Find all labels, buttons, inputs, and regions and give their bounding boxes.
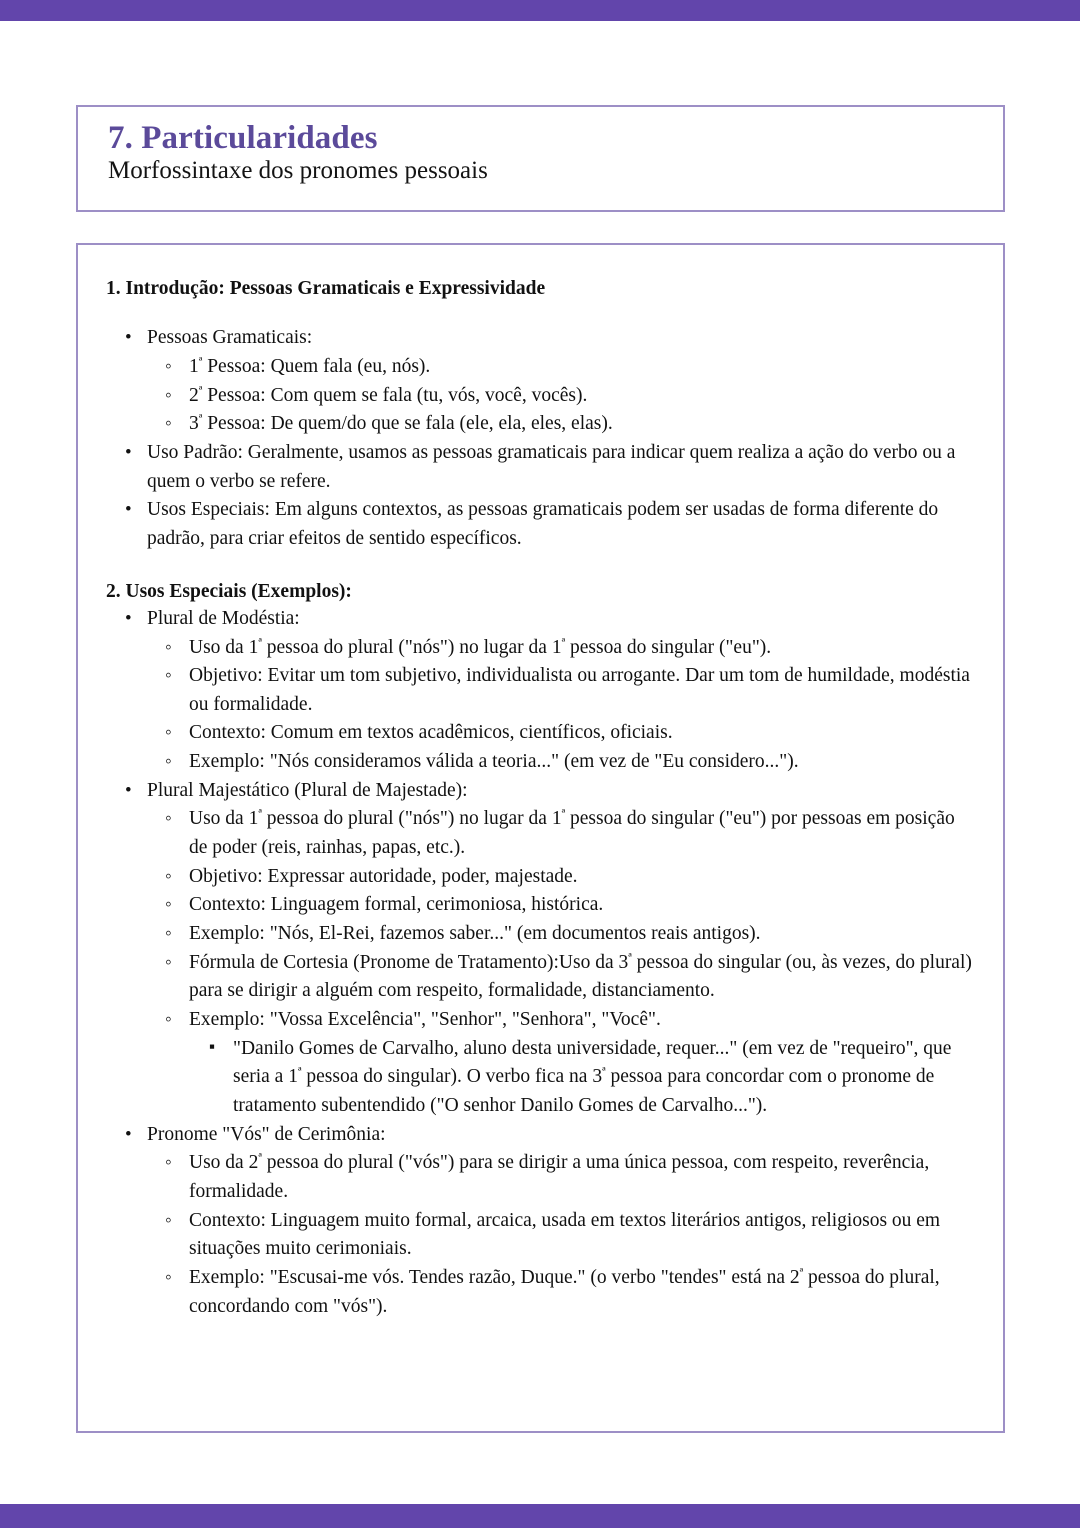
list-item xyxy=(189,634,975,663)
list-item xyxy=(189,863,975,892)
list-item xyxy=(189,1149,975,1206)
list-item xyxy=(147,439,975,496)
list-item xyxy=(147,1121,975,1322)
page-title: 7. Particularidades xyxy=(108,120,378,156)
list-item xyxy=(189,1264,975,1321)
list-item xyxy=(233,1035,975,1121)
section-1-list xyxy=(106,324,975,553)
plural-majestatico-sublist xyxy=(147,805,975,1120)
list-item-text: • Pessoas Gramaticais: xyxy=(147,324,975,353)
list-item xyxy=(189,920,975,949)
section-1-heading: 1. Introdução: Pessoas Gramaticais e Expressividade xyxy=(106,278,546,299)
document-page xyxy=(0,21,1080,1504)
list-item-text: ◦ Contexto: Comum em textos acadêmicos, científicos, oficiais. xyxy=(189,719,975,748)
list-item-text: ◦ Uso da $1^ª$ pessoa do plural ("nós") no lugar da $1^ª$ pessoa do singular ("eu"). xyxy=(189,634,975,663)
list-item xyxy=(189,805,975,862)
pronome-vos-sublist xyxy=(147,1149,975,1321)
list-item xyxy=(147,605,975,777)
list-item-text: ◦ $1^ª$ Pessoa: Quem fala (eu, nós). xyxy=(189,353,975,382)
list-item xyxy=(189,1207,975,1264)
list-item xyxy=(189,353,975,382)
list-item xyxy=(147,496,975,553)
list-item-text: ▪ "Danilo Gomes de Carvalho, aluno desta universidade, requer..." (em vez de "requeiro", que seria a $1^ª$ pessoa do singular). O verbo fica na $3^ª$ pessoa para concordar com o pronome de tratamento subentendido ("O senhor Danilo Gomes de Carvalho..."). xyxy=(233,1035,975,1121)
list-item xyxy=(189,1006,975,1121)
list-item-text: ◦ Contexto: Linguagem formal, cerimoniosa, histórica. xyxy=(189,891,975,920)
page-subtitle: Morfossintaxe dos pronomes pessoais xyxy=(108,156,488,184)
list-item-text: ◦ Exemplo: "Escusai-me vós. Tendes razão, Duque." (o verbo "tendes" está na $2^ª$ pessoa do plural, concordando com "vós"). xyxy=(189,1264,975,1321)
document-content-box xyxy=(76,243,1005,1433)
document-header-box xyxy=(76,105,1005,212)
list-item-text: ◦ Contexto: Linguagem muito formal, arcaica, usada em textos literários antigos, religiosos ou em situações muito cerimoniais. xyxy=(189,1207,975,1264)
list-item xyxy=(189,719,975,748)
list-item-text: • Usos Especiais: Em alguns contextos, as pessoas gramaticais podem ser usadas de forma diferente do padrão, para criar efeitos de sentido específicos. xyxy=(147,496,975,553)
section-2-list xyxy=(106,605,975,1321)
list-item-text: ◦ Exemplo: "Nós consideramos válida a teoria..." (em vez de "Eu considero..."). xyxy=(189,748,975,777)
list-item-text: ◦ $3^ª$ Pessoa: De quem/do que se fala (ele, ela, eles, elas). xyxy=(189,410,975,439)
list-item-text: • Plural de Modéstia: xyxy=(147,605,975,634)
list-item-text: • Uso Padrão: Geralmente, usamos as pessoas gramaticais para indicar quem realiza a ação do verbo ou a quem o verbo se refere. xyxy=(147,439,975,496)
list-item xyxy=(189,410,975,439)
list-item xyxy=(147,324,975,439)
pessoas-gramaticais-sublist xyxy=(147,353,975,439)
list-item xyxy=(147,777,975,1121)
list-item-text: ◦ $2^ª$ Pessoa: Com quem se fala (tu, vós, você, vocês). xyxy=(189,382,975,411)
list-item-text: ◦ Exemplo: "Vossa Excelência", "Senhor", "Senhora", "Você". xyxy=(189,1006,975,1035)
list-item-text: • Pronome "Vós" de Cerimônia: xyxy=(147,1121,975,1150)
list-item xyxy=(189,891,975,920)
bottom-accent-bar xyxy=(0,1504,1080,1528)
list-item xyxy=(189,382,975,411)
list-item-text: ◦ Objetivo: Expressar autoridade, poder, majestade. xyxy=(189,863,975,892)
list-item-text: ◦ Uso da $1^ª$ pessoa do plural ("nós") no lugar da $1^ª$ pessoa do singular ("eu") por pessoas em posição de poder (reis, rainhas, papas, etc.). xyxy=(189,805,975,862)
header-content xyxy=(78,107,1003,185)
list-item-text: • Plural Majestático (Plural de Majestade): xyxy=(147,777,975,806)
list-item xyxy=(189,748,975,777)
section-2-heading: 2. Usos Especiais (Exemplos): xyxy=(106,580,352,602)
list-item-text: ◦ Fórmula de Cortesia (Pronome de Tratamento):Uso da $3^ª$ pessoa do singular (ou, às vezes, do plural) para se dirigir a alguém com respeito, formalidade, distanciamento. xyxy=(189,949,975,1006)
list-item xyxy=(189,662,975,719)
list-item-text: ◦ Objetivo: Evitar um tom subjetivo, individualista ou arrogante. Dar um tom de humildade, modéstia ou formalidade. xyxy=(189,662,975,719)
danilo-example-sublist xyxy=(189,1035,975,1121)
list-item-text: ◦ Uso da $2^ª$ pessoa do plural ("vós") para se dirigir a uma única pessoa, com respeito, reverência, formalidade. xyxy=(189,1149,975,1206)
plural-modestia-sublist xyxy=(147,634,975,777)
list-item xyxy=(189,949,975,1006)
content-body xyxy=(78,245,1003,1321)
list-item-text: ◦ Exemplo: "Nós, El-Rei, fazemos saber..." (em documentos reais antigos). xyxy=(189,920,975,949)
top-accent-bar xyxy=(0,0,1080,21)
